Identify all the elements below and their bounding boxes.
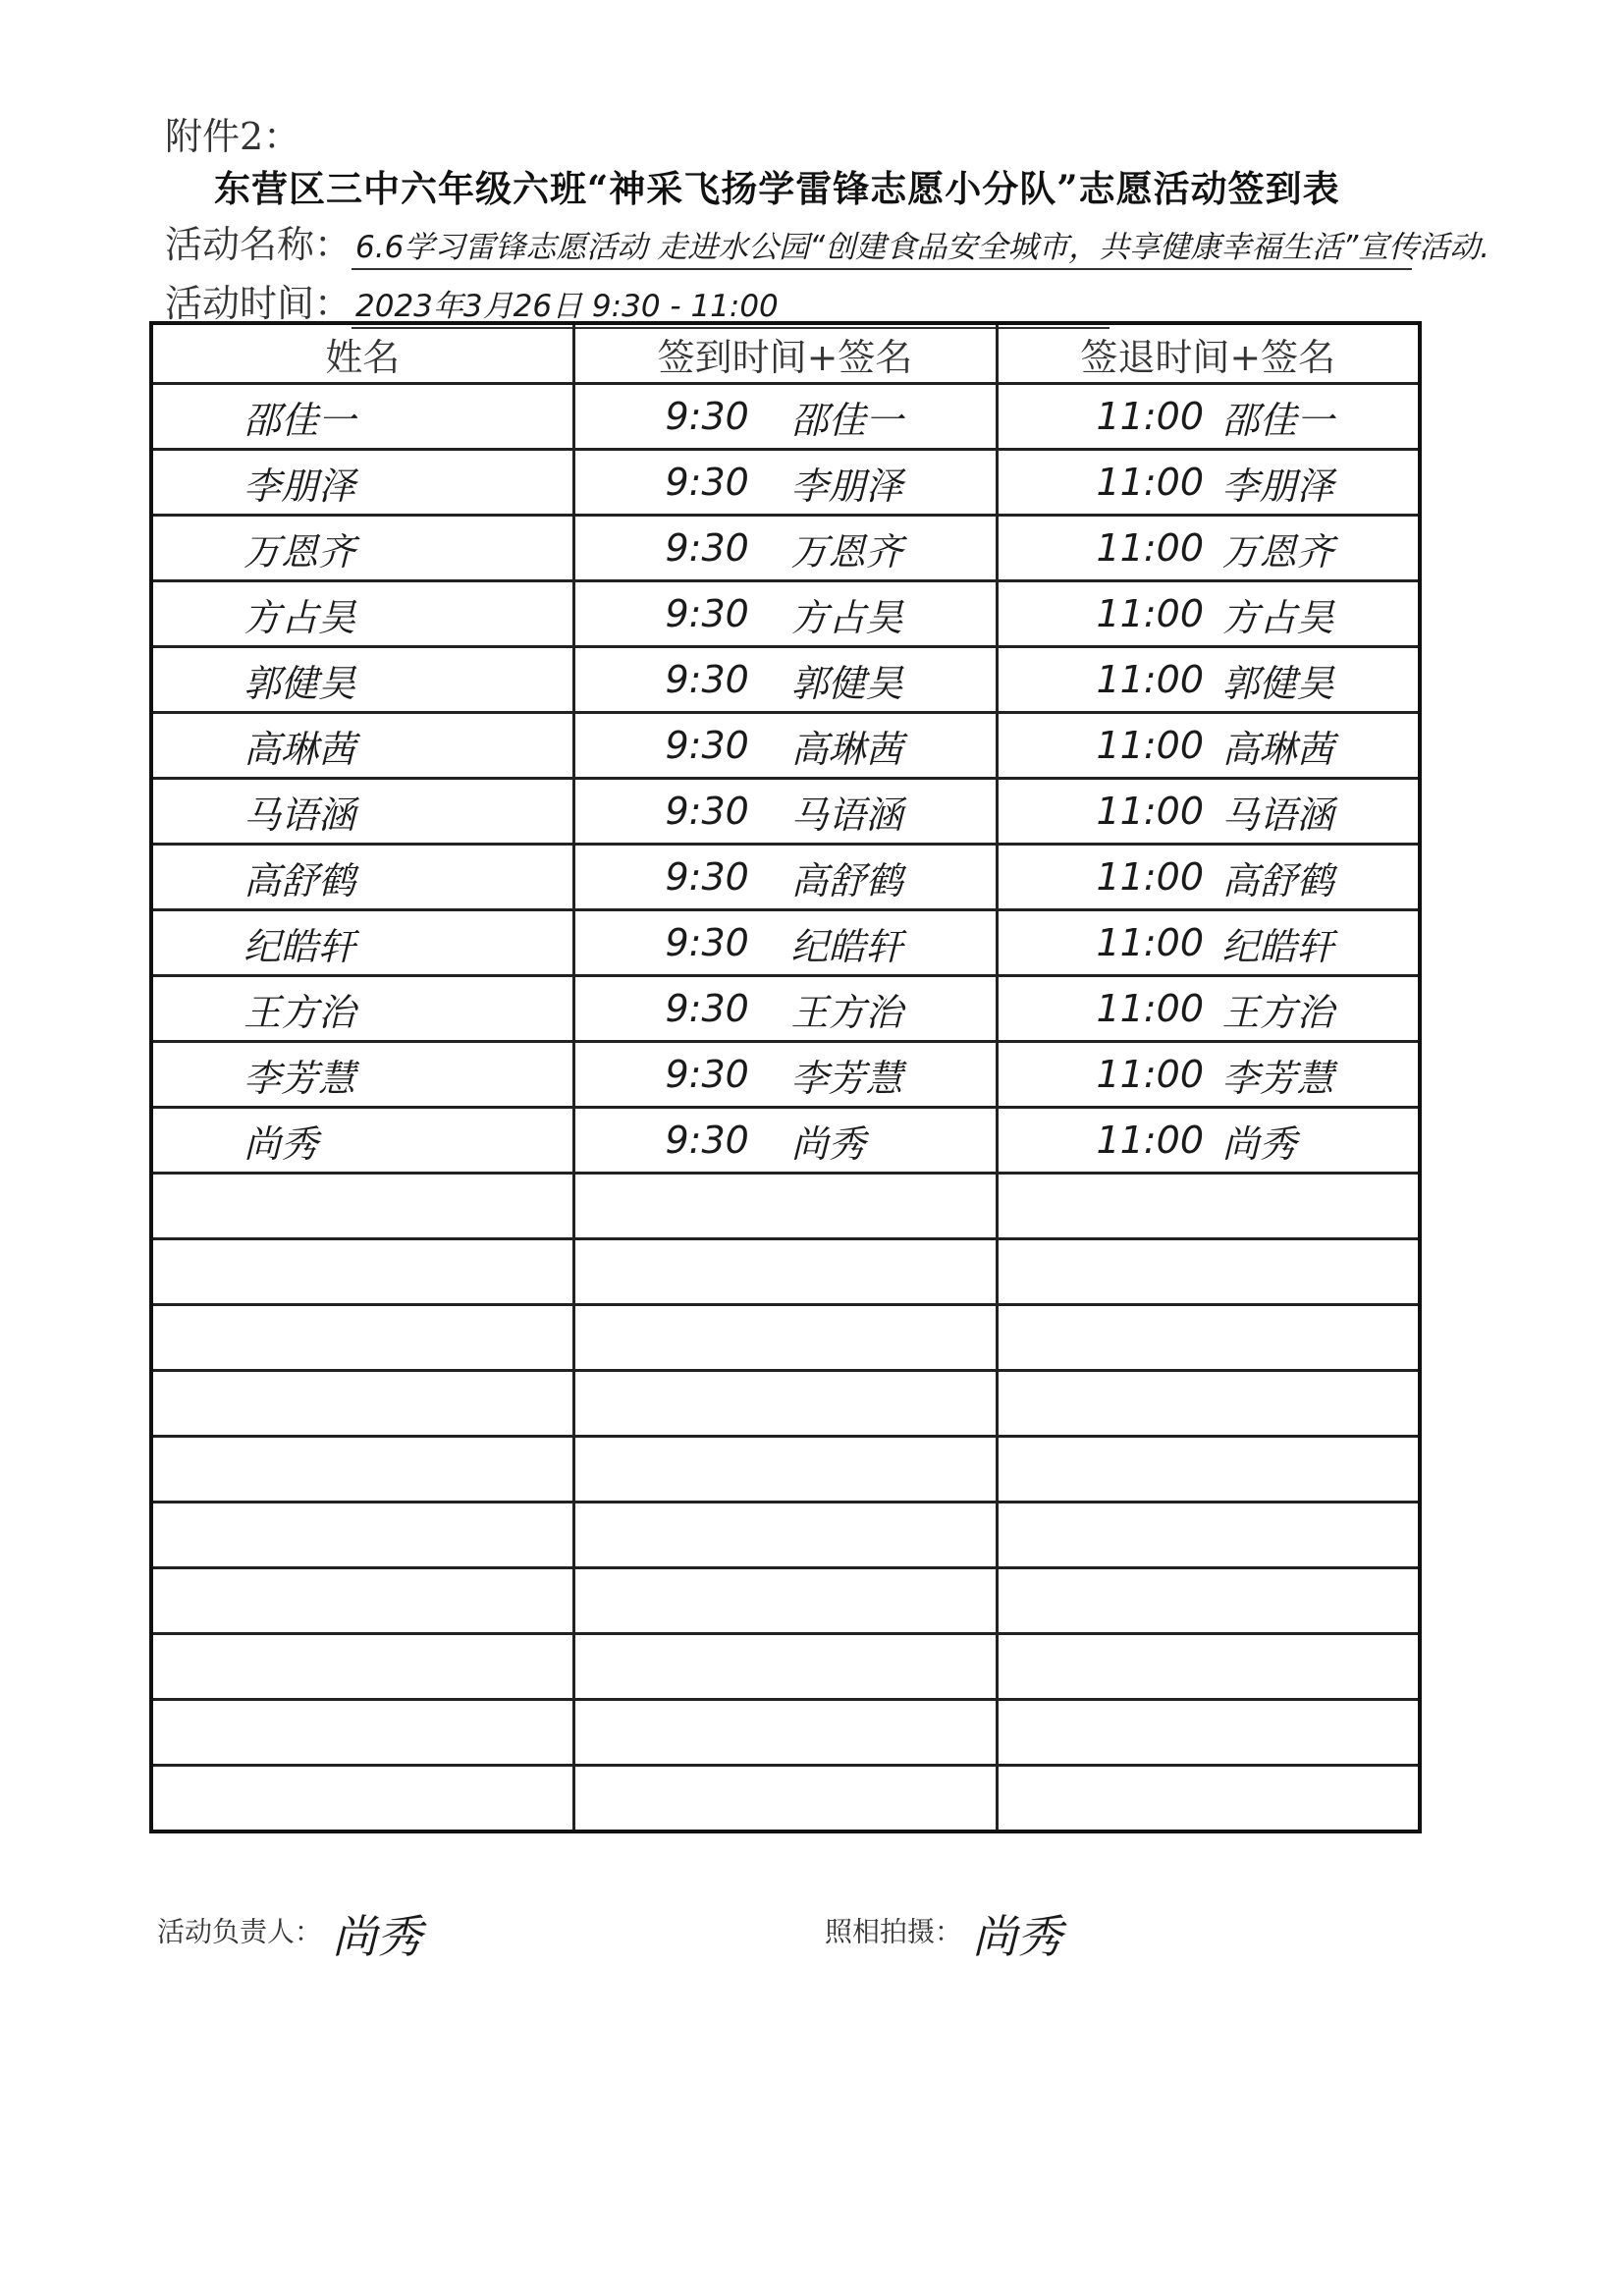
name-text: 马语涵	[244, 793, 356, 837]
table-header-row	[151, 323, 1420, 384]
activity-name-label: 活动名称：	[165, 223, 352, 266]
activity-name-row	[165, 214, 1490, 270]
table-row	[151, 1503, 1420, 1568]
cell-sign-out	[997, 1700, 1420, 1766]
cell-name	[151, 1437, 573, 1503]
cell-name	[151, 1042, 573, 1108]
table-row	[151, 1239, 1420, 1305]
sign-in-time: 9:30	[665, 1053, 749, 1096]
cell-name	[151, 1700, 573, 1766]
name-text: 尚秀	[244, 1121, 319, 1166]
table-body	[151, 384, 1420, 1832]
table-row	[151, 450, 1420, 516]
sign-out-time: 11:00	[1096, 461, 1205, 504]
cell-name	[151, 713, 573, 779]
cell-sign-in	[573, 779, 997, 845]
sign-in-time: 9:30	[665, 987, 749, 1030]
cell-sign-out	[997, 1371, 1420, 1437]
sign-out-time: 11:00	[1096, 395, 1205, 438]
table-row	[151, 1700, 1420, 1766]
cell-sign-out	[997, 1634, 1420, 1700]
table-row	[151, 1766, 1420, 1832]
table-row	[151, 1042, 1420, 1108]
cell-sign-out	[997, 1239, 1420, 1305]
sign-out-time: 11:00	[1096, 724, 1205, 767]
sign-out-time: 11:00	[1096, 1119, 1205, 1162]
table-row	[151, 1108, 1420, 1174]
cell-sign-out	[997, 1568, 1420, 1634]
sign-out-time: 11:00	[1096, 921, 1205, 964]
name-text: 郭健昊	[244, 661, 356, 705]
cell-name	[151, 1305, 573, 1371]
cell-name	[151, 1371, 573, 1437]
sign-in-table	[149, 321, 1422, 1833]
header-name: 姓名	[151, 323, 573, 384]
sign-in-signature: 方占昊	[790, 595, 903, 639]
table-row	[151, 1437, 1420, 1503]
photographer-signature: 尚秀	[972, 1910, 1063, 1963]
cell-sign-out	[997, 516, 1420, 581]
cell-name	[151, 581, 573, 647]
sign-out-signature: 李朋泽	[1221, 464, 1334, 508]
sign-out-signature: 郭健昊	[1221, 661, 1334, 705]
sign-in-signature: 尚秀	[790, 1121, 866, 1166]
sign-out-time: 11:00	[1096, 592, 1205, 635]
cell-sign-in	[573, 581, 997, 647]
cell-sign-in	[573, 1568, 997, 1634]
table-row	[151, 1305, 1420, 1371]
cell-sign-in	[573, 1700, 997, 1766]
cell-name	[151, 384, 573, 450]
table-row	[151, 713, 1420, 779]
sign-in-time: 9:30	[665, 921, 749, 964]
cell-sign-out	[997, 1437, 1420, 1503]
cell-sign-in	[573, 1305, 997, 1371]
cell-name	[151, 647, 573, 713]
name-text: 李朋泽	[244, 464, 356, 508]
leader-label: 活动负责人：	[157, 1915, 323, 1948]
activity-name-value: 6.6学习雷锋志愿活动 走进水公园“创建食品安全城市，共享健康幸福生活”宣传活动.	[352, 222, 1412, 270]
table-row	[151, 1568, 1420, 1634]
cell-sign-out	[997, 1042, 1420, 1108]
table-row	[151, 516, 1420, 581]
sign-out-signature: 方占昊	[1221, 595, 1334, 639]
sign-out-time: 11:00	[1096, 526, 1205, 570]
sign-in-signature: 郭健昊	[790, 661, 903, 705]
cell-sign-out	[997, 779, 1420, 845]
table-row	[151, 1634, 1420, 1700]
table-row	[151, 976, 1420, 1042]
sign-in-time: 9:30	[665, 592, 749, 635]
activity-time-value: 2023年3月26日 9:30 - 11:00	[352, 281, 1110, 329]
sign-out-signature: 马语涵	[1221, 793, 1334, 837]
table-row	[151, 1174, 1420, 1239]
cell-name	[151, 976, 573, 1042]
name-text: 方占昊	[244, 595, 356, 639]
cell-sign-out	[997, 450, 1420, 516]
cell-sign-out	[997, 845, 1420, 910]
name-text: 邵佳一	[244, 398, 356, 442]
cell-sign-out	[997, 647, 1420, 713]
sign-in-time: 9:30	[665, 790, 749, 833]
cell-sign-out	[997, 1503, 1420, 1568]
attachment-label: 附件2：	[165, 115, 301, 158]
cell-sign-out	[997, 1766, 1420, 1832]
cell-sign-in	[573, 910, 997, 976]
cell-name	[151, 779, 573, 845]
sign-out-signature: 纪皓轩	[1221, 924, 1334, 968]
cell-sign-in	[573, 384, 997, 450]
table-row	[151, 910, 1420, 976]
photographer-label: 照相拍摄：	[825, 1915, 963, 1948]
sign-out-signature: 王方治	[1221, 990, 1334, 1034]
cell-sign-in	[573, 1437, 997, 1503]
sign-out-signature: 尚秀	[1221, 1121, 1297, 1166]
sign-in-signature: 马语涵	[790, 793, 903, 837]
sign-in-signature: 李朋泽	[790, 464, 903, 508]
name-text: 高琳茜	[244, 727, 356, 771]
sign-in-signature: 纪皓轩	[790, 924, 903, 968]
sign-in-time: 9:30	[665, 461, 749, 504]
cell-name	[151, 1766, 573, 1832]
name-text: 万恩齐	[244, 529, 356, 574]
cell-sign-in	[573, 713, 997, 779]
sign-in-time: 9:30	[665, 526, 749, 570]
table-row	[151, 1371, 1420, 1437]
cell-sign-out	[997, 976, 1420, 1042]
cell-sign-in	[573, 1766, 997, 1832]
sign-out-time: 11:00	[1096, 987, 1205, 1030]
cell-name	[151, 1174, 573, 1239]
header-sign-out: 签退时间+签名	[997, 323, 1420, 384]
sign-in-time: 9:30	[665, 658, 749, 701]
sign-in-signature: 王方治	[790, 990, 903, 1034]
cell-name	[151, 1634, 573, 1700]
name-text: 李芳慧	[244, 1056, 356, 1100]
cell-sign-in	[573, 516, 997, 581]
sign-out-signature: 高舒鹤	[1221, 858, 1334, 902]
sign-out-time: 11:00	[1096, 658, 1205, 701]
header-sign-in: 签到时间+签名	[573, 323, 997, 384]
cell-sign-in	[573, 1108, 997, 1174]
cell-name	[151, 450, 573, 516]
cell-sign-out	[997, 1108, 1420, 1174]
cell-sign-out	[997, 713, 1420, 779]
leader-field	[157, 1901, 422, 1966]
name-text: 高舒鹤	[244, 858, 356, 902]
sign-out-signature: 邵佳一	[1221, 398, 1334, 442]
cell-sign-in	[573, 450, 997, 516]
cell-sign-out	[997, 384, 1420, 450]
table-row	[151, 384, 1420, 450]
cell-name	[151, 516, 573, 581]
cell-sign-in	[573, 845, 997, 910]
sign-out-time: 11:00	[1096, 1053, 1205, 1096]
cell-name	[151, 1108, 573, 1174]
sign-out-signature: 万恩齐	[1221, 529, 1334, 574]
table-row	[151, 581, 1420, 647]
name-text: 纪皓轩	[244, 924, 356, 968]
cell-sign-in	[573, 647, 997, 713]
name-text: 王方治	[244, 990, 356, 1034]
sign-out-signature: 高琳茜	[1221, 727, 1334, 771]
page-title: 东营区三中六年级六班“神采飞扬学雷锋志愿小分队”志愿活动签到表	[214, 167, 1340, 210]
sign-out-signature: 李芳慧	[1221, 1056, 1334, 1100]
table-row	[151, 845, 1420, 910]
sign-in-time: 9:30	[665, 395, 749, 438]
sign-out-time: 11:00	[1096, 855, 1205, 899]
cell-sign-in	[573, 1503, 997, 1568]
cell-sign-in	[573, 1634, 997, 1700]
cell-sign-in	[573, 1174, 997, 1239]
cell-sign-out	[997, 1174, 1420, 1239]
cell-sign-in	[573, 976, 997, 1042]
cell-sign-in	[573, 1042, 997, 1108]
sign-out-time: 11:00	[1096, 790, 1205, 833]
activity-time-label: 活动时间：	[165, 282, 352, 325]
sign-in-time: 9:30	[665, 855, 749, 899]
cell-name	[151, 1568, 573, 1634]
sign-in-signature: 高琳茜	[790, 727, 903, 771]
sign-in-signature: 高舒鹤	[790, 858, 903, 902]
cell-name	[151, 910, 573, 976]
cell-sign-in	[573, 1371, 997, 1437]
sign-in-time: 9:30	[665, 1119, 749, 1162]
cell-name	[151, 1239, 573, 1305]
cell-sign-out	[997, 910, 1420, 976]
cell-sign-in	[573, 1239, 997, 1305]
sign-in-signature: 万恩齐	[790, 529, 903, 574]
sign-in-signature: 邵佳一	[790, 398, 903, 442]
sign-in-signature: 李芳慧	[790, 1056, 903, 1100]
leader-signature: 尚秀	[332, 1910, 423, 1963]
table-row	[151, 647, 1420, 713]
cell-name	[151, 845, 573, 910]
cell-sign-out	[997, 581, 1420, 647]
table-row	[151, 779, 1420, 845]
sign-in-time: 9:30	[665, 724, 749, 767]
cell-sign-out	[997, 1305, 1420, 1371]
photographer-field	[825, 1901, 1062, 1966]
cell-name	[151, 1503, 573, 1568]
